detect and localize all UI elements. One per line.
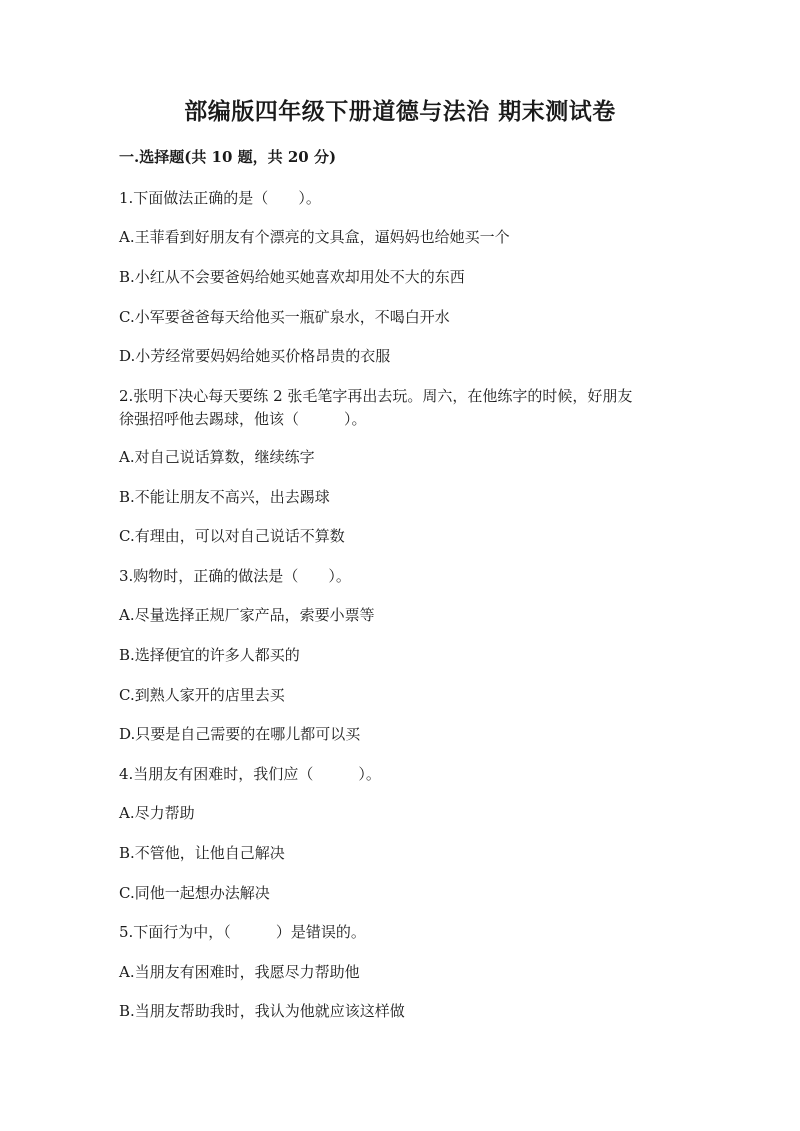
question-1-option-d: D.小芳经常要妈妈给她买价格昂贵的衣服	[119, 347, 391, 365]
section-heading: 一.选择题(共 10 题，共 20 分)	[119, 148, 337, 166]
question-3-stem: 3.购物时，正确的做法是（ ）。	[119, 567, 351, 585]
question-3-option-b: B.选择便宜的许多人都买的	[119, 646, 300, 664]
page-title: 部编版四年级下册道德与法治 期末测试卷	[184, 98, 616, 125]
question-2-stem-line-2: 徐强招呼他去踢球，他该（ ）。	[119, 410, 367, 428]
question-5-option-b: B.当朋友帮助我时，我认为他就应该这样做	[119, 1002, 405, 1020]
question-4-stem: 4.当朋友有困难时，我们应（ ）。	[119, 765, 381, 783]
question-4-option-c: C.同他一起想办法解决	[119, 884, 270, 902]
question-2-stem-line-1: 2.张明下决心每天要练 2 张毛笔字再出去玩。周六，在他练字的时候，好朋友	[119, 387, 633, 405]
question-5-option-a: A.当朋友有困难时，我愿尽力帮助他	[119, 963, 360, 981]
question-1-option-b: B.小红从不会要爸妈给她买她喜欢却用处不大的东西	[119, 268, 465, 286]
question-1-stem: 1.下面做法正确的是（ ）。	[119, 189, 321, 207]
question-3-option-d: D.只要是自己需要的在哪儿都可以买	[119, 725, 361, 743]
question-3-option-a: A.尽量选择正规厂家产品，索要小票等	[119, 606, 375, 624]
question-2-option-c: C.有理由，可以对自己说话不算数	[119, 527, 345, 545]
question-3-option-c: C.到熟人家开的店里去买	[119, 686, 285, 704]
question-1-option-c: C.小军要爸爸每天给他买一瓶矿泉水，不喝白开水	[119, 308, 450, 326]
question-1-option-a: A.王菲看到好朋友有个漂亮的文具盒，逼妈妈也给她买一个	[119, 228, 510, 246]
question-2-option-a: A.对自己说话算数，继续练字	[119, 448, 315, 466]
question-5-stem: 5.下面行为中，（ ）是错误的。	[119, 923, 366, 941]
question-4-option-b: B.不管他，让他自己解决	[119, 844, 285, 862]
question-4-option-a: A.尽力帮助	[119, 804, 195, 822]
question-2-option-b: B.不能让朋友不高兴，出去踢球	[119, 488, 330, 506]
